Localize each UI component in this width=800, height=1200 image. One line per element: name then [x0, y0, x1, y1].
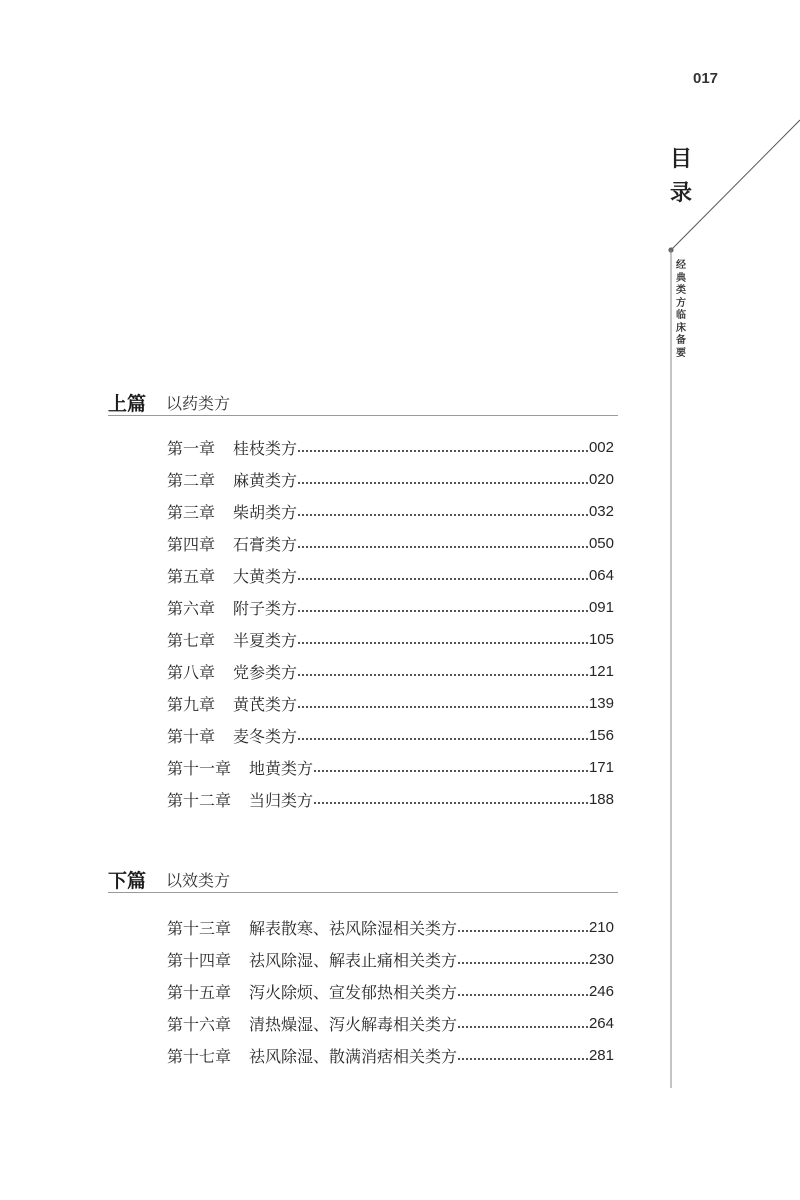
toc-entry[interactable] — [167, 751, 614, 783]
chapter-title: 附子类方 — [233, 598, 298, 618]
leader-dots — [298, 610, 588, 612]
toc-entry[interactable] — [167, 719, 614, 751]
leader-dots — [298, 578, 588, 580]
toc-entry[interactable] — [167, 527, 614, 559]
chapter-number: 第一章 — [167, 438, 216, 458]
chapter-title: 石膏类方 — [233, 534, 298, 554]
chapter-number: 第三章 — [167, 502, 216, 522]
leader-dots — [298, 674, 588, 676]
page-ref: 156 — [588, 726, 614, 744]
chapter-title: 党参类方 — [233, 662, 298, 682]
side-title-char: 目 — [669, 146, 692, 172]
page-ref: 105 — [588, 630, 614, 648]
toc-entry[interactable] — [167, 559, 614, 591]
chapter-number: 第九章 — [167, 694, 216, 714]
page-ref: 064 — [588, 566, 614, 584]
book-title-char: 备 — [676, 335, 686, 346]
page-ref: 246 — [588, 982, 614, 1000]
chapter-number: 第十章 — [167, 726, 216, 746]
leader-dots — [298, 642, 588, 644]
chapter-number: 第四章 — [167, 534, 216, 554]
toc-entry[interactable] — [167, 687, 614, 719]
toc-entry[interactable] — [167, 1007, 614, 1039]
page-ref: 230 — [588, 950, 614, 968]
toc-entry[interactable] — [167, 911, 614, 943]
part-label: 上篇 — [108, 393, 147, 415]
page-ref: 210 — [588, 918, 614, 936]
chapter-title: 清热燥湿、泻火解毒相关类方 — [249, 1014, 458, 1034]
toc-entry[interactable] — [167, 783, 614, 815]
book-title-char: 典 — [676, 272, 686, 284]
chapter-title: 解表散寒、祛风除湿相关类方 — [249, 918, 458, 938]
side-title-char: 录 — [669, 180, 692, 206]
page-ref: 091 — [588, 598, 614, 616]
toc-entry[interactable] — [167, 1039, 614, 1071]
book-title-char: 经 — [676, 260, 686, 271]
page-ref: 050 — [588, 534, 614, 552]
book-title — [674, 260, 688, 360]
chapter-title: 半夏类方 — [233, 630, 298, 650]
book-title-char: 临 — [676, 310, 686, 321]
page-ref: 032 — [588, 502, 614, 520]
leader-dots — [458, 962, 588, 964]
toc-list-part-one — [167, 431, 614, 815]
chapter-number: 第二章 — [167, 470, 216, 490]
part-label: 下篇 — [108, 870, 147, 892]
chapter-title: 大黄类方 — [233, 566, 298, 586]
toc-entry[interactable] — [167, 623, 614, 655]
chapter-title: 黄芪类方 — [233, 694, 298, 714]
toc-entry[interactable] — [167, 463, 614, 495]
page-ref: 188 — [588, 790, 614, 808]
chapter-title: 当归类方 — [249, 790, 314, 810]
chapter-number: 第十四章 — [167, 950, 232, 970]
leader-dots — [458, 930, 588, 932]
chapter-number: 第十二章 — [167, 790, 232, 810]
toc-entry[interactable] — [167, 975, 614, 1007]
page-ref: 121 — [588, 662, 614, 680]
leader-dots — [458, 1026, 588, 1028]
leader-dots — [458, 994, 588, 996]
toc-entry[interactable] — [167, 591, 614, 623]
chapter-number: 第八章 — [167, 662, 216, 682]
chapter-title: 麦冬类方 — [233, 726, 298, 746]
side-title — [669, 142, 693, 210]
chapter-title: 祛风除湿、解表止痛相关类方 — [249, 950, 458, 970]
chapter-number: 第六章 — [167, 598, 216, 618]
leader-dots — [298, 450, 588, 452]
book-title-char: 方 — [676, 297, 686, 309]
leader-dots — [458, 1058, 588, 1060]
page-ref: 264 — [588, 1014, 614, 1032]
section-header-part-one — [108, 389, 618, 416]
part-subtitle: 以效类方 — [166, 871, 231, 890]
toc-entry[interactable] — [167, 655, 614, 687]
leader-dots — [298, 546, 588, 548]
chapter-title: 桂枝类方 — [233, 438, 298, 458]
book-title-char: 床 — [676, 322, 686, 334]
part-subtitle: 以药类方 — [166, 394, 231, 413]
chapter-number: 第十六章 — [167, 1014, 232, 1034]
toc-entry[interactable] — [167, 431, 614, 463]
chapter-title: 祛风除湿、散满消痞相关类方 — [249, 1046, 458, 1066]
page-ref: 020 — [588, 470, 614, 488]
page-ref: 281 — [588, 1046, 614, 1064]
toc-list-part-two — [167, 911, 614, 1071]
leader-dots — [314, 770, 588, 772]
chapter-number: 第十一章 — [167, 758, 232, 778]
book-title-char: 类 — [676, 285, 686, 296]
page-ref: 171 — [588, 758, 614, 776]
page-ref: 139 — [588, 694, 614, 712]
leader-dots — [298, 514, 588, 516]
chapter-title: 泻火除烦、宣发郁热相关类方 — [249, 982, 458, 1002]
section-header-part-two — [108, 866, 618, 893]
chapter-number: 第十七章 — [167, 1046, 232, 1066]
chapter-number: 第十三章 — [167, 918, 232, 938]
book-title-char: 要 — [676, 347, 686, 359]
chapter-number: 第五章 — [167, 566, 216, 586]
chapter-number: 第十五章 — [167, 982, 232, 1002]
page-ref: 002 — [588, 438, 614, 456]
chapter-title: 麻黄类方 — [233, 470, 298, 490]
chapter-number: 第七章 — [167, 630, 216, 650]
leader-dots — [298, 738, 588, 740]
toc-entry[interactable] — [167, 943, 614, 975]
toc-entry[interactable] — [167, 495, 614, 527]
leader-dots — [298, 482, 588, 484]
chapter-title: 地黄类方 — [249, 758, 314, 778]
leader-dots — [314, 802, 588, 804]
leader-dots — [298, 706, 588, 708]
chapter-title: 柴胡类方 — [233, 502, 298, 522]
page-number: 017 — [693, 70, 719, 87]
